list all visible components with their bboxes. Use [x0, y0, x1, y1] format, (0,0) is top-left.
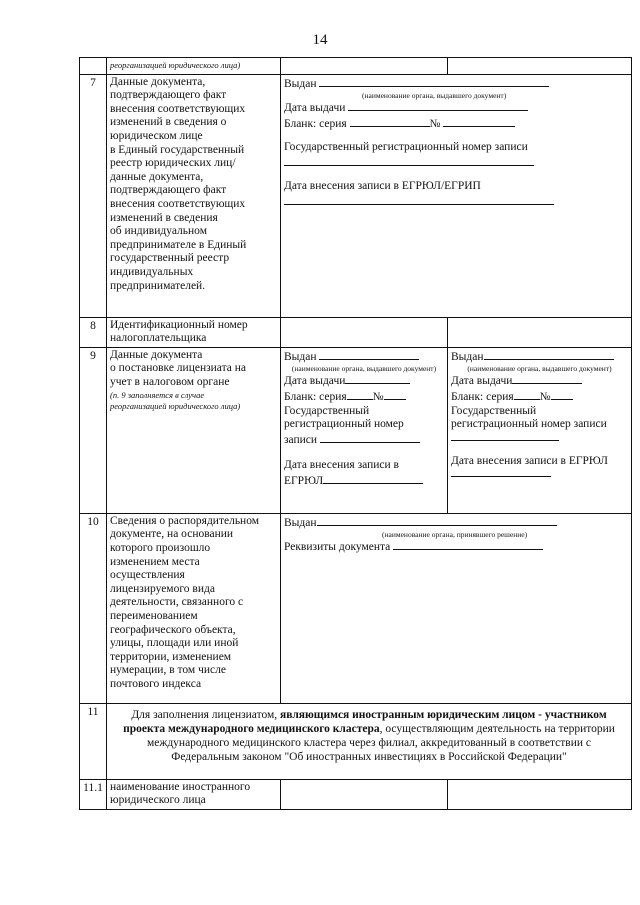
row-9-label: Данные документа о постановке лицензиата на учет в налоговом органе (п. 9 заполняется в случае реорганизацией юридического лица): [107, 347, 281, 513]
row-8-value-a[interactable]: [281, 317, 448, 347]
row-9-value-a: Выдан (наименование органа, выдавшего документ) Дата выдачи Бланк: серия № Государственный регистрационный номер записи Дата внесения записи в ЕГРЮЛ: [281, 347, 448, 513]
row9-series-b-field[interactable]: [514, 389, 540, 400]
row9-number-a-field[interactable]: [384, 389, 406, 400]
row-7-number: 7: [80, 74, 107, 317]
row-11: 11 Для заполнения лицензиатом, являющимся иностранным юридическим лицом - участником проекта международного медицинского кластера, осуществляющим деятельность на территории международного медицинского кластера через филиал, аккредитованный в соответствии с Федеральным законом "Об иностранных инвестициях в Российской Федерации": [80, 703, 632, 779]
row-11-1-value-a[interactable]: [281, 779, 448, 809]
row9-issued-b-field[interactable]: [484, 349, 614, 360]
row-10-value: Выдан (наименование органа, принявшего решение) Реквизиты документа: [281, 513, 632, 703]
series-field[interactable]: [350, 116, 430, 127]
row-8-value-b[interactable]: [448, 317, 632, 347]
row9-entry-a-field[interactable]: [323, 473, 423, 484]
continuation-label: реорганизацией юридического лица): [107, 58, 281, 75]
number-field[interactable]: [443, 116, 515, 127]
row10-issued-field[interactable]: [317, 515, 557, 526]
issued-label: Выдан: [284, 77, 317, 90]
row-7-value: Выдан (наименование органа, выдавшего документ) Дата выдачи Бланк: серия № Государственный регистрационный номер записи Дата внесения записи в ЕГРЮЛ/ЕГРИП: [281, 74, 632, 317]
row-10-label: Сведения о распорядительном документе, на основании которого произошло изменением места осуществления лицензируемого вида деятельности, связанного с переименованием географического объекта, улицы, площади или иной территории, изменением нумерации, в том числе почтового индекса: [107, 513, 281, 703]
row10-requisites-field[interactable]: [393, 539, 543, 550]
issued-note: (наименование органа, выдавшего документ): [362, 91, 507, 101]
entry-date-field[interactable]: [284, 202, 554, 205]
license-form-table: [79, 57, 632, 810]
row-11-1: 11.1 наименование иностранного юридического лица: [80, 779, 632, 809]
row-7-label: Данные документа, подтверждающего факт внесения соответствующих изменений в сведения о юридическом лице в Единый государственный реестр юридических лиц/ данные документа, подтверждающего факт внесения соответствующих изменений в сведения об индивидуальном предпринимателе в Единый государственный реестр индивидуальных предпринимателей.: [107, 74, 281, 317]
row-8-label: Идентификационный номер налогоплательщика: [107, 317, 281, 347]
row-10: 10 Сведения о распорядительном документе, на основании которого произошло изменением места осуществления лицензируемого вида деятельности, связанного с переименованием географического объекта, улицы, площади или иной территории, изменением нумерации, в том числе почтового индекса Выдан (наименование органа, принявшего решение) Реквизиты документа: [80, 513, 632, 703]
row9-date-b-field[interactable]: [512, 373, 582, 384]
row9-series-a-field[interactable]: [347, 389, 373, 400]
row9-date-a-field[interactable]: [345, 373, 410, 384]
row-11-1-label: наименование иностранного юридического лица: [107, 779, 281, 809]
row9-reg-a-field[interactable]: [320, 432, 420, 443]
row-11-text: Для заполнения лицензиатом, являющимся иностранным юридическим лицом - участником проекта международного медицинского кластера, осуществляющим деятельность на территории международного медицинского кластера через филиал, аккредитованный в соответствии с Федеральным законом "Об иностранных инвестициях в Российской Федерации": [107, 703, 632, 779]
row9-entry-b-field[interactable]: [451, 474, 551, 477]
row-continuation: [80, 58, 632, 75]
row-9: 9 Данные документа о постановке лицензиата на учет в налоговом органе (п. 9 заполняется в случае реорганизацией юридического лица) Выдан (наименование органа, выдавшего документ) Дата выдачи Бланк: серия № Государственный регистрационный номер записи Дата внесения записи в ЕГРЮЛ Выдан (наименование органа, выдавшего документ) Дата выдачи Бланк: серия № Государственный регистрационный номер записи Дата внесения записи в ЕГРЮЛ: [80, 347, 632, 513]
row-7: [80, 74, 632, 317]
row9-number-b-field[interactable]: [551, 389, 573, 400]
page-number: 14: [312, 32, 328, 48]
row-8: 8 Идентификационный номер налогоплательщика: [80, 317, 632, 347]
row-9-value-b: Выдан (наименование органа, выдавшего документ) Дата выдачи Бланк: серия № Государственный регистрационный номер записи Дата внесения записи в ЕГРЮЛ: [448, 347, 632, 513]
row-11-1-value-b[interactable]: [448, 779, 632, 809]
issue-date-field[interactable]: [348, 100, 528, 111]
row9-issued-a-field[interactable]: [319, 349, 419, 360]
issued-field[interactable]: [319, 76, 549, 87]
